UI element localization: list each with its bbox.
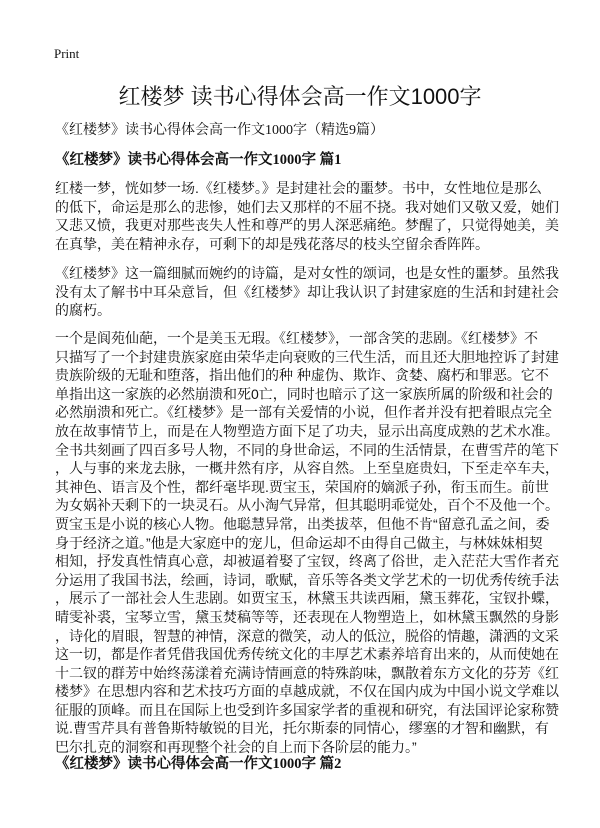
text-line: 其神色、语言及个性，都纤毫毕现.贾宝玉，荣国府的嫡派子孙，衔玉而生。前世 <box>55 478 549 495</box>
text-line: 晴雯补裘，宝琴立雪，黛玉焚稿等等，还表现在人物塑造上，如林黛玉飘然的身影 <box>55 608 559 625</box>
text-line: 必然崩溃和死亡。《红楼梦》是一部有关爱情的小说，但作者并没有把着眼点完全 <box>55 404 552 421</box>
text-line: 十二钗的群芳中始终荡漾着充满诗情画意的特殊韵味，飘散着东方文化的芬芳《红 <box>55 664 559 681</box>
text-line: 身于经济之道。”他是大家庭中的宠儿，但命运却不由得自己做主，与林妹妹相契 <box>55 534 543 551</box>
text-line: 一个是阆苑仙葩，一个是美玉无瑕。《红楼梦》，一部含笑的悲剧。《红楼梦》不 <box>55 330 538 346</box>
text-line: 放在故事情节上，而是在人物塑造方面下足了功夫，显示出高度成熟的艺术水准。 <box>55 422 559 439</box>
paragraph-1 <box>55 179 559 253</box>
text-line: 《红楼梦》这一篇细腻而婉约的诗篇，是对女性的颂词，也是女性的噩梦。虽然我 <box>55 265 559 281</box>
text-line: 巴尔扎克的洞察和再现整个社会的自上而下各阶层的能力。” <box>55 739 417 756</box>
text-line: 在真挚，美在精神永存，可剩下的却是残花落尽的枝头空留余香阵阵。 <box>55 235 489 252</box>
text-line: ，人与事的来龙去脉，一概井然有序，从容自然。上至皇庭贵妇，下至走卒车夫， <box>55 460 559 477</box>
text-line: 贵族阶级的无耻和堕落，指出他们的种 种虚伪、欺诈、贪婪、腐朽和罪恶。它不 <box>55 367 549 384</box>
print-link[interactable]: Print <box>54 46 80 61</box>
text-line: 全书共刻画了四百多号人物，不同的身世命运，不同的生活情景，在曹雪芹的笔下 <box>55 441 559 458</box>
text-line: 红楼一梦，恍如梦一场.《红楼梦。》是封建社会的噩梦。书中，女性地位是那么 <box>55 180 542 196</box>
paragraph-2 <box>55 264 559 320</box>
document-subtitle: 《红楼梦》读书心得体会高一作文1000字（精选9篇） <box>55 123 384 138</box>
section-heading-2: 《红楼梦》读书心得体会高一作文1000字 篇2 <box>55 756 342 772</box>
text-line: 这一切，都是作者凭借我国优秀传统文化的丰厚艺术素养培育出来的，从而使她在 <box>55 646 559 663</box>
text-line: 分运用了我国书法，绘画，诗词，歌赋，音乐等各类文学艺术的一切优秀传统手法 <box>55 571 559 588</box>
text-line: 相知，抒发真性情真心意，却被逼着娶了宝钗，终离了俗世，走入茫茫大雪作者充 <box>55 553 559 570</box>
text-line: 只描写了一个封建贵族家庭由荣华走向衰败的三代生活，而且还大胆地控诉了封建 <box>55 348 559 365</box>
text-line: 说.曹雪芹具有普鲁斯特敏锐的目光，托尔斯泰的同情心，缪塞的才智和幽默，有 <box>55 720 549 737</box>
text-line: 征服的顶峰。而且在国际上也受到许多国家学者的重视和研究，有法国评论家称赞 <box>55 701 559 718</box>
text-line: 的腐朽。 <box>55 302 111 319</box>
text-line: 没有太了解书中耳朵意旨，但《红楼梦》却让我认识了封建家庭的生活和封建社会 <box>55 283 559 300</box>
page-title: 红楼梦 读书心得体会高一作文1000字 <box>118 84 482 109</box>
text-line: 贾宝玉是小说的核心人物。他聪慧异常，出类拔萃，但他不肯“留意孔孟之间，委 <box>55 515 550 532</box>
text-line: ，展示了一部社会人生悲剧。如贾宝玉，林黛玉共读西厢，黛玉葬花，宝钗扑蝶， <box>55 590 559 607</box>
text-line: 又悲又愤，我更对那些丧失人性和尊严的男人深恶痛绝。梦醒了，只觉得她美，美 <box>55 217 559 234</box>
text-line: 单指出这一家族的必然崩溃和死0亡，同时也暗示了这一家族所属的阶级和社会的 <box>55 385 553 402</box>
text-line: 的低下，命运是那么的悲惨，她们去又那样的不屈不挠。我对她们又敬又爱，她们 <box>55 198 559 215</box>
text-line: ，诗化的眉眼，智慧的神情，深意的微笑，动人的低泣，脱俗的情趣，潇洒的文采 <box>55 627 559 644</box>
paragraph-3 <box>55 329 559 757</box>
text-line: 为女娲补天剩下的一块灵石。从小淘气异常，但其聪明乖觉处，百个不及他一个。 <box>55 497 559 514</box>
text-line: 楼梦》在思想内容和艺术技巧方面的卓越成就，不仅在国内成为中国小说文学难以 <box>55 683 559 700</box>
section-heading-1: 《红楼梦》读书心得体会高一作文1000字 篇1 <box>55 152 342 168</box>
